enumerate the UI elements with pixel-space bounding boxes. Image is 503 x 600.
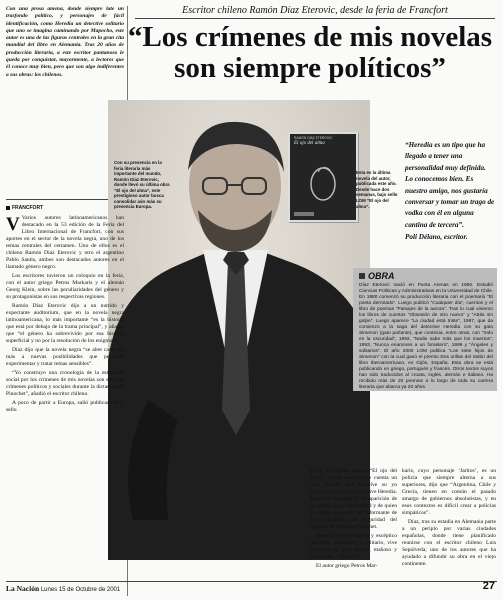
page-number: 27: [482, 580, 495, 592]
pull-quote-text: “Heredia es un tipo que ha llegado a tener una personalidad muy definida. Lo conocemos bien. Es nuestro amigo, nos gustaría conversar y tomar un trago de vodka con él en alguna cantina de tercera”.: [405, 141, 495, 229]
body-paragraph: V Varios autores latinoamericanos han destacado en la 53 edición de la Feria del Libro Internacional de Francfort, con sus aportes en el sector de la novela negra, uno de los temas centrales del certamen. Uno de ellos es el chileno Ramón Díaz Eterovic y otro el argentino Pablo Santis, ambos son destacados autores en el llamado género negro.: [6, 214, 124, 270]
body-column-1: [6, 215, 124, 416]
body-paragraph: Ramón Díaz Eterovic dijo a un nutrido y expectante auditorium, que en la novela negra latinoamericana, lo más importante “es la historia que está por debajo de la trama principal”, y añadió que “el género ha sobrevivido por esa historia superficial y no por la resolución de los enigmas”.: [6, 303, 124, 344]
body-paragraph: Los escritores tuvieron un coloquio en la feria, con el autor griego Petros Markaris y el alemán Georg Klein, sobre las peculiaridades del género y su protagonistas en sus respectivas regiones.: [6, 273, 124, 300]
body-column-3: [402, 468, 496, 570]
byline: FRANCFORT: [6, 205, 43, 211]
footer: [6, 584, 120, 593]
body-paragraph: Heredia, un nostálgico y escéptico detective, romántico y solitario, vive solo con su gato blanco, mañoso y parlanchín, ‘Simenon’.: [310, 533, 397, 560]
book-cover: [288, 132, 358, 222]
obra-text: Díaz Eterovic nació en Punta Arenas en 1956. Estudió Ciencias Políticas y Administrativas en la Universidad de Chile. En 1980 comenzó su producción literaria con el poemario “El poeta derrotado”. Luego publicó “Cualquier día”, cuentos y el libro de poemas “Paisajes de la aurora”. Tras lo cual vinieron los libros de cuentos “Obsesión de otro nuevo” y “Atrás sin golpe”. Luego aparece “La ciudad está triste”, 1987, que da comienzo a la saga del detective Heredia con su gato Simenon (gato parlante), que continúa, entre otras, con “Solo en la oscuridad”, 1992, “Nadie sabe más que los muertos”, 1993, “Nunca enamores a un forastero”, 1999 y “Ángeles y solitarios”. El año 2000 LOM publica “Los siete hijos de Simenon” con la cual ganó el premio Dos orillas del Salón del libro Iberoamericano, en Gijón, España. Esta obra se está publicando en griego, portugués y francés. Otros textos suyos han sido traducidos al croata, inglés, alemán e italiano. Ha recibido más de 20 premios a lo largo de toda su carrera literaria que abarca ya 20 años.: [359, 283, 493, 390]
kicker: Escritor chileno Ramón Díaz Eterovic, desde la feria de Francfort: [182, 5, 448, 16]
publication-date: Lunes 15 de Octubre de 2001: [40, 587, 121, 593]
pull-quote: [405, 140, 495, 244]
body-paragraph: “Yo construyo una cronología de la estructura social por los crímenes de mis novelas son siempre crímenes políticos y sociales durante la dictadura de Pinochet”, añadió el escritor chileno.: [6, 370, 124, 397]
body-paragraph: A poco de partir a Europa, salió publicada bajo sello: [6, 400, 124, 413]
obra-box: [353, 268, 497, 391]
footer-rule: [6, 581, 497, 582]
byline-square-icon: [6, 206, 10, 210]
obra-title: OBRA: [359, 271, 395, 281]
lede-divider: [6, 199, 124, 200]
body-column-2: [310, 468, 397, 572]
pull-quote-attribution: Poli Délano, escritor.: [405, 233, 468, 242]
body-paragraph: Díaz, tras su estadía en Alemania parte a un periplo por varias ciudades españolas, donde tiene planificado reunirse con el escritor chileno Luis Sepúlveda, uno de los autores que ha ayudado a difundir su obra en el viejo continente.: [402, 519, 496, 567]
newspaper-name: La Nación: [6, 584, 40, 593]
book-author: RAMÓN DÍAZ ETEROVIC: [294, 136, 333, 140]
book-cover-art-icon: [290, 134, 356, 220]
book-title: El ojo del alma: [294, 141, 325, 146]
body-paragraph: El autor griego Petros Mar-: [316, 563, 378, 569]
photo-caption: Con su presencia en la feria literaria más importante del mundo, Ramón Díaz Eterovic, donde llevó su última obra “El ojo del alma”, este prestigioso autor busca consolidar aún más su presencia Europa.: [114, 160, 170, 209]
headline-line-2: son siempre políticos”: [174, 52, 446, 84]
headline-line-1: “Los crímenes de mis novelas: [127, 21, 493, 53]
obra-square-icon: [359, 273, 365, 279]
headline: [120, 22, 500, 84]
book-caption: Esta es la última novela del autor, publicada este año. Desde hace dos semanas, bajo sello LOM “El ojo del alma”.: [356, 170, 398, 209]
drop-cap: V: [6, 214, 20, 235]
kicker-rule: [135, 18, 495, 19]
body-paragraph: LOM, su última novela “El ojo del alma”, donde nuevamente cuenta un caso policial que resuelve su yo popular alter ego, el detective Heredia. Esta vez investiga la desaparición de un amigo de la universidad y de quien se piensa que pudo ser informante de los organismos de seguridad del régimen de Augusto Pinochet.: [310, 468, 397, 530]
body-paragraph: Díaz dijo que la novela negra “se abre cada vez más a nuevas posibilidades que permiten experimentar y tratar temas sensibles”.: [6, 347, 124, 367]
body-paragraph: karis, cuyo personaje ‘Jaritos’, es un policía que siempre alterna a sus superiores, dijo que “Argentina, Chile y Grecia, tienen en común el pasado amargo de gobiernos absolutistas, y en esos contextos es difícil crear a policías simpáticos”.: [402, 468, 496, 516]
lede-intro: Con una prosa amena, donde siempre late un trasfondo político, y personajes de fácil identificación, como Heredia un detective solitario que uno se imagina caminando por Mapocho, este autor es una de las figuras centrales en la gran cita mundial del libro en Alemania. Tras 20 años de producción literaria, a este escritor pantanoso le queda por conquistar, mayormente, a lectores que él conoce muy bien, pero que son algo indiferentes a sus obras: los chilenos.: [6, 6, 124, 78]
